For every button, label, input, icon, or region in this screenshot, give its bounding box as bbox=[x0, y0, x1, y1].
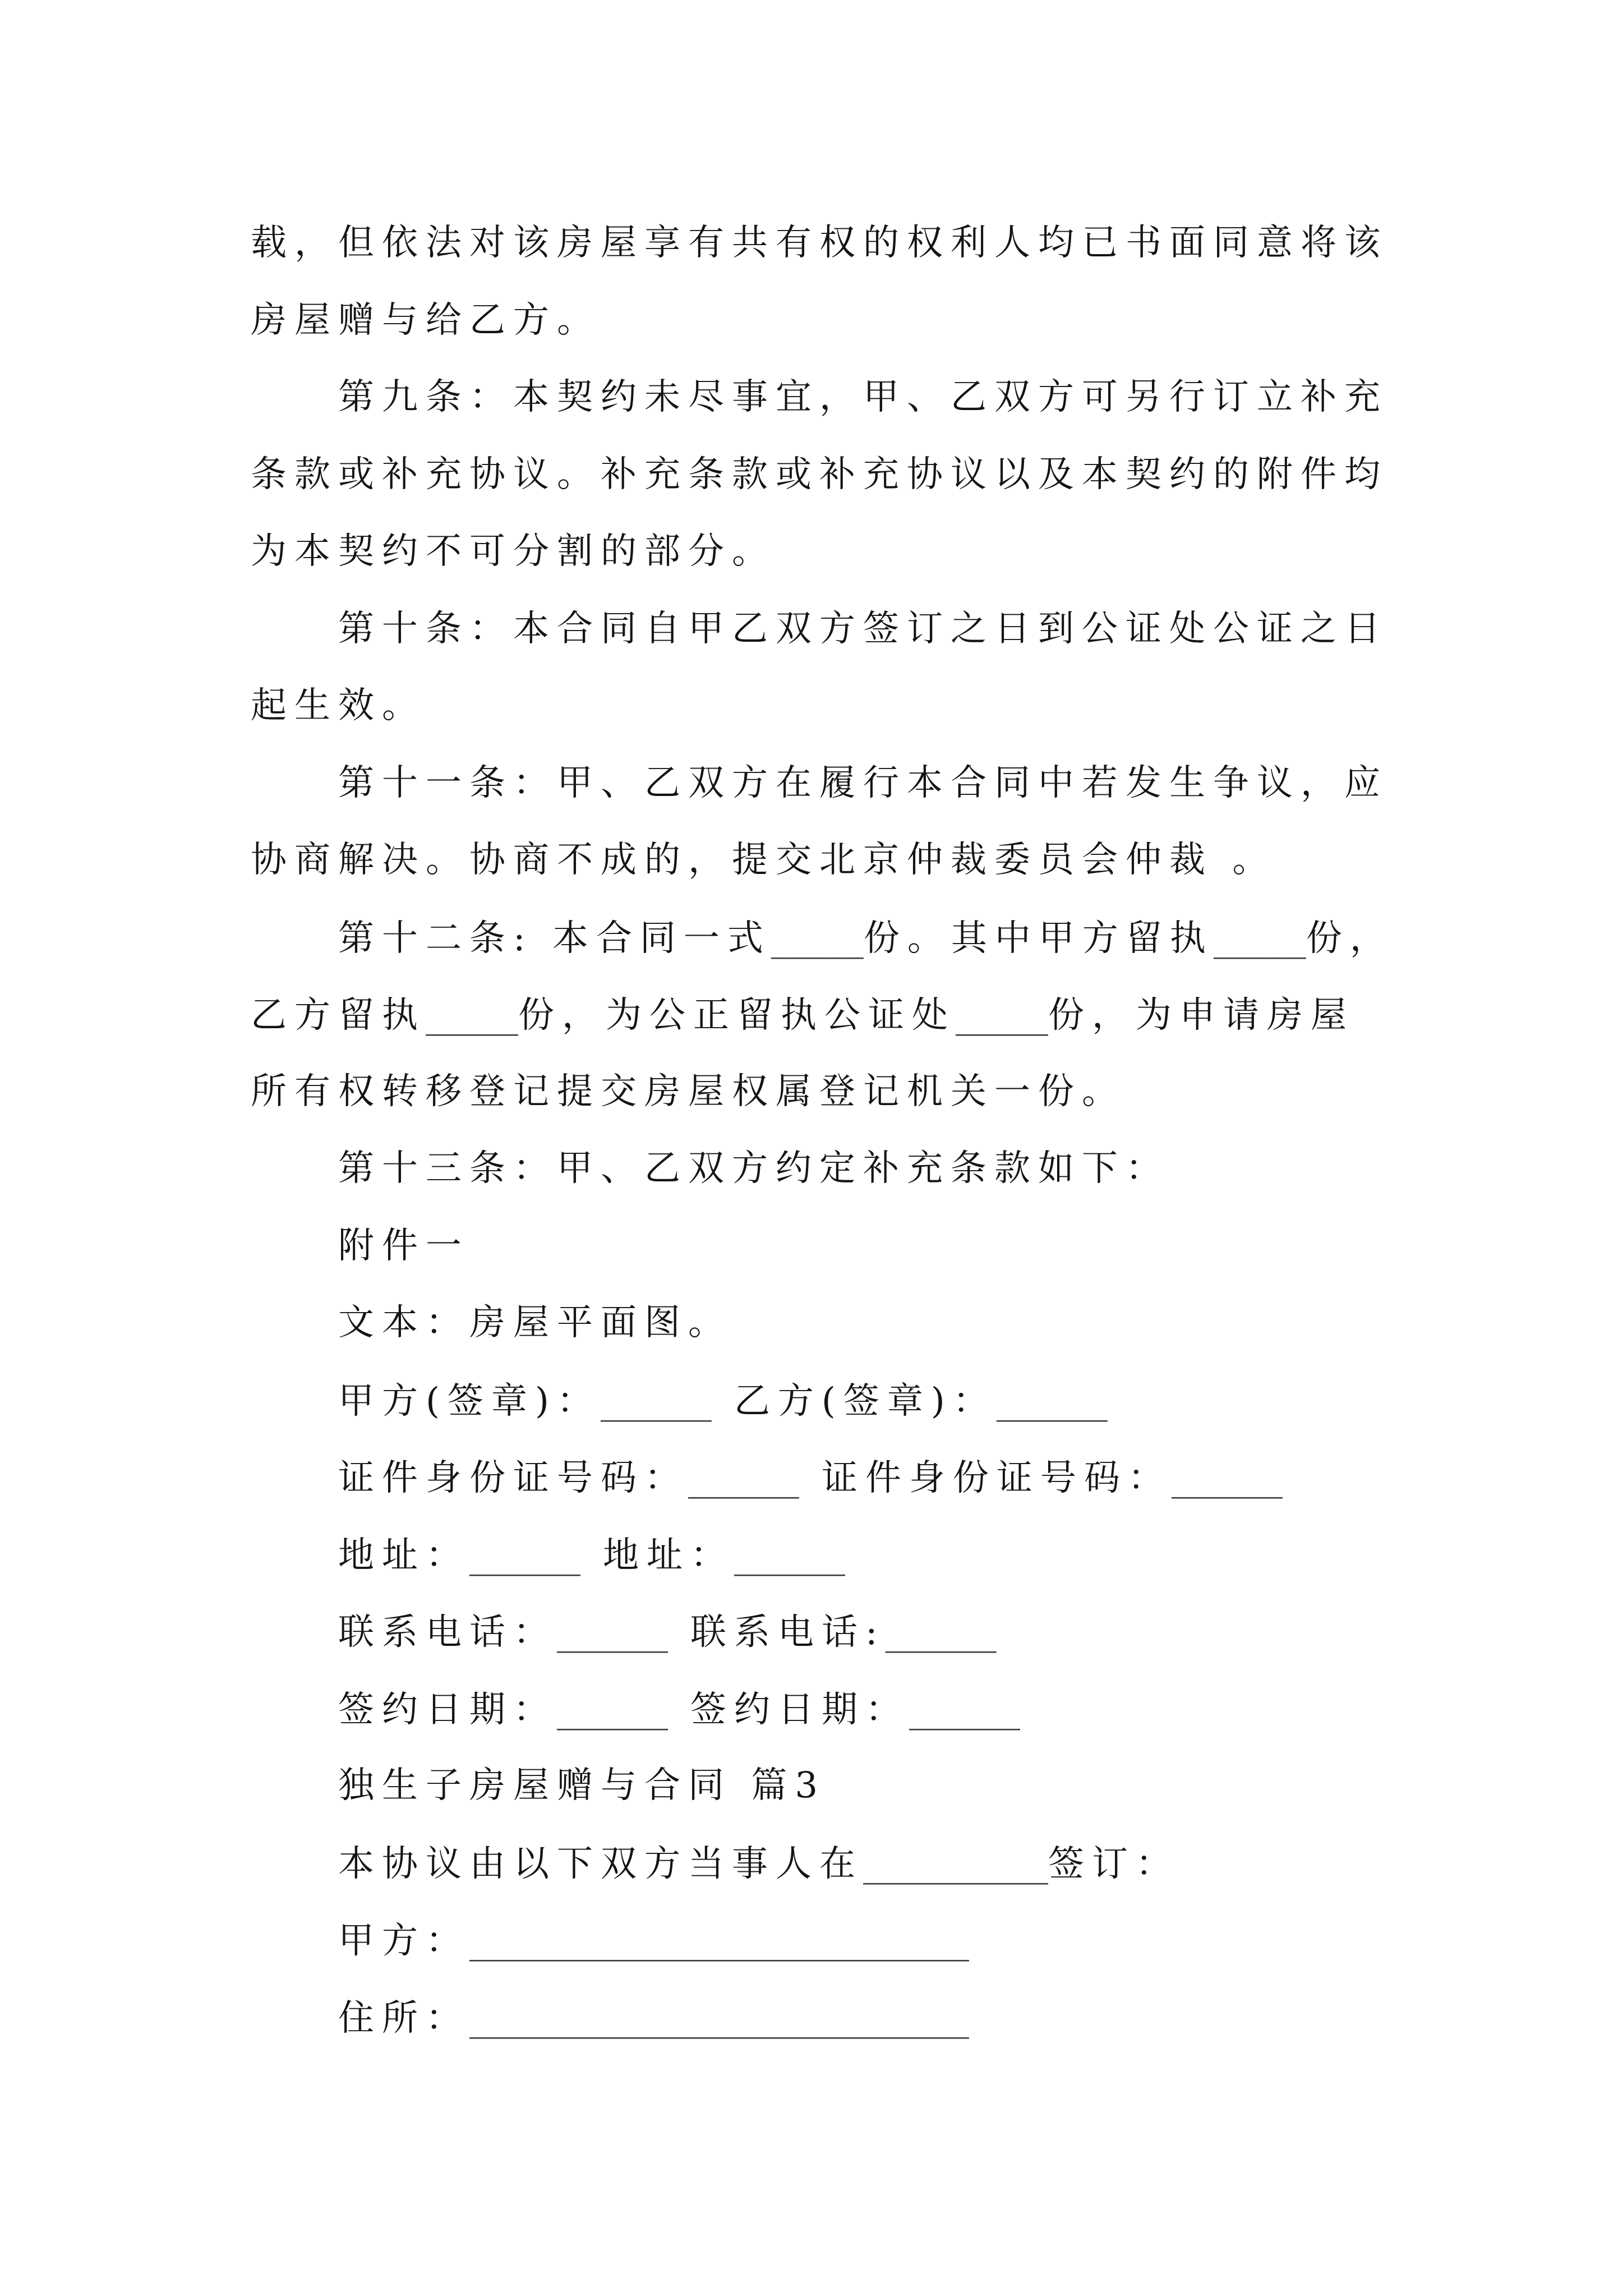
appendix-title: 附件一 bbox=[338, 1225, 469, 1267]
party-a-phone-label: 联系电话： bbox=[338, 1612, 557, 1653]
party-a-seal-blank: ______ bbox=[600, 1378, 712, 1422]
party-b-address-blank: ______ bbox=[734, 1533, 845, 1576]
signing-place-blank: __________ bbox=[863, 1841, 1048, 1885]
party-b-seal-blank: ______ bbox=[996, 1378, 1108, 1422]
signature-row-date bbox=[251, 1671, 1484, 1748]
party-b-date-label: 签约日期： bbox=[690, 1688, 909, 1731]
party-b-phone-label: 联系电话: bbox=[690, 1612, 886, 1653]
party-a-seal-label: 甲方(签章)： bbox=[338, 1380, 601, 1422]
party-a-label: 甲方： bbox=[338, 1920, 469, 1962]
signature-row-seal bbox=[251, 1362, 1484, 1439]
clause-12-line-1 bbox=[251, 899, 1484, 977]
clause-10-line-2: 起生效。 bbox=[251, 685, 426, 726]
signature-row-id-number bbox=[251, 1439, 1484, 1516]
clause-12-line-2-text-2: 份，为公正留执公证处 bbox=[518, 995, 956, 1036]
party-a-id-label: 证件身份证号码： bbox=[338, 1457, 688, 1499]
clause-12-line-2-text-1: 乙方留执 bbox=[251, 995, 426, 1036]
clause-8-tail-line-1: 载，但依法对该房屋享有共有权的权利人均已书面同意将该 bbox=[251, 222, 1388, 264]
party-a-copies-blank: _____ bbox=[1213, 915, 1306, 959]
party-b-phone-blank: ______ bbox=[885, 1610, 997, 1653]
clause-8-tail-line-2: 房屋赠与给乙方。 bbox=[251, 299, 601, 341]
notary-copies-blank: _____ bbox=[956, 993, 1048, 1036]
signature-row-address bbox=[251, 1516, 1484, 1594]
party-b-id-label: 证件身份证号码： bbox=[822, 1457, 1172, 1499]
clause-9-line-2: 条款或补充协议。补充条款或补充协议以及本契约的附件均 bbox=[251, 453, 1388, 495]
clause-12-line-1-text-3: 份， bbox=[1306, 917, 1394, 959]
party-a-address-label: 地址： bbox=[338, 1534, 469, 1576]
clause-12-line-1-text-2: 份。其中甲方留执 bbox=[863, 917, 1214, 959]
party-b-seal-label: 乙方(签章)： bbox=[734, 1380, 997, 1422]
clause-9-line-1: 第九条：本契约未尽事宜，甲、乙双方可另行订立补充 bbox=[338, 376, 1388, 418]
next-contract-heading: 独生子房屋赠与合同 篇3 bbox=[338, 1765, 826, 1806]
party-b-address-label: 地址： bbox=[603, 1534, 734, 1576]
next-contract-residence bbox=[251, 1979, 1484, 2056]
party-a-date-blank: ______ bbox=[557, 1687, 668, 1731]
residence-blank: ___________________________ bbox=[469, 1995, 969, 2039]
clause-12-line-2-text-3: 份，为申请房屋 bbox=[1048, 995, 1354, 1036]
clause-11-line-1: 第十一条：甲、乙双方在履行本合同中若发生争议，应 bbox=[338, 762, 1388, 804]
party-b-id-blank: ______ bbox=[1172, 1456, 1283, 1499]
party-a-phone-blank: ______ bbox=[557, 1610, 668, 1653]
next-contract-intro bbox=[251, 1825, 1484, 1902]
next-contract-party-a bbox=[251, 1902, 1484, 1979]
signature-row-phone bbox=[251, 1593, 1484, 1671]
appendix-text: 文本：房屋平面图。 bbox=[338, 1302, 732, 1343]
intro-text-2: 签订： bbox=[1048, 1843, 1179, 1885]
party-a-date-label: 签约日期： bbox=[338, 1688, 557, 1731]
clause-11-line-2: 协商解决。协商不成的，提交北京仲裁委员会仲裁 。 bbox=[251, 839, 1276, 881]
document-body bbox=[251, 205, 1484, 2056]
residence-label: 住所： bbox=[338, 1997, 469, 2039]
party-a-id-blank: ______ bbox=[688, 1456, 799, 1499]
clause-10-line-1: 第十条：本合同自甲乙双方签订之日到公证处公证之日 bbox=[338, 608, 1388, 650]
party-a-blank: ___________________________ bbox=[469, 1918, 969, 1962]
clause-9-line-3: 为本契约不可分割的部分。 bbox=[251, 531, 776, 572]
clause-12-line-2 bbox=[251, 976, 1484, 1053]
clause-12-line-1-text-1: 第十二条: 本合同一式 bbox=[338, 917, 771, 959]
intro-text-1: 本协议由以下双方当事人在 bbox=[338, 1843, 863, 1885]
total-copies-blank: _____ bbox=[771, 915, 864, 959]
clause-13: 第十三条：甲、乙双方约定补充条款如下： bbox=[338, 1148, 1169, 1189]
party-b-date-blank: ______ bbox=[909, 1687, 1020, 1731]
clause-12-line-3: 所有权转移登记提交房屋权属登记机关一份。 bbox=[251, 1070, 1126, 1112]
party-a-address-blank: ______ bbox=[469, 1533, 580, 1576]
party-b-copies-blank: _____ bbox=[426, 993, 518, 1036]
